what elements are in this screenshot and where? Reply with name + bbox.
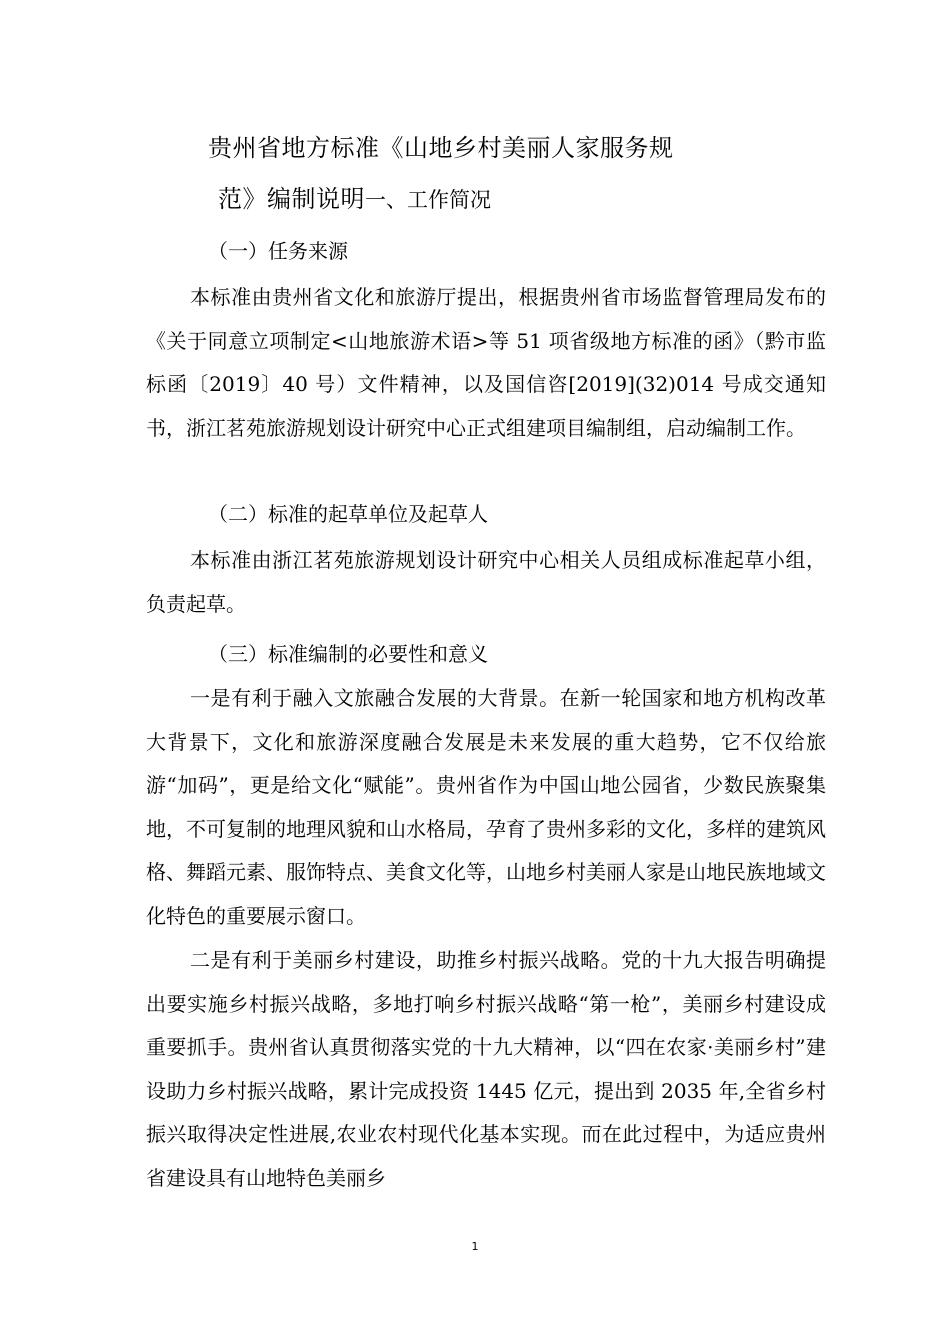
document-title-text-1: 贵州省地方标准《山地乡村美丽人家服务规: [208, 134, 674, 162]
paragraph-drafting-unit: 本标准由浙江茗苑旅游规划设计研究中心相关人员组成标准起草小组，负责起草。: [146, 548, 826, 616]
document-title-line-2: [218, 184, 491, 215]
document-title-line-1: [208, 133, 674, 163]
subsection-heading-2: （二）标准的起草单位及起草人: [208, 502, 488, 526]
paragraph-significance-1: 一是有利于融入文旅融合发展的大背景。在新一轮国家和地方机构改革大背景下，文化和旅游深度融合发展是未来发展的重大趋势，它不仅给旅游“加码”，更是给文化“赋能”。贵州省作为中国山地公园省，少数民族聚集地，不可复制的地理风貌和山水格局，孕育了贵州多彩的文化，多样的建筑风格、舞蹈元素、服饰特点、美食文化等，山地乡村美丽人家是山地民族地域文化特色的重要展示窗口。: [146, 686, 826, 928]
subsection-heading-3: （三）标准编制的必要性和意义: [208, 642, 488, 666]
paragraph-significance-2: 二是有利于美丽乡村建设，助推乡村振兴战略。党的十九大报告明确提出要实施乡村振兴战略，多地打响乡村振兴战略“第一枪”，美丽乡村建设成重要抓手。贵州省认真贯彻落实党的十九大精神，以“四在农家·美丽乡村”建设助力乡村振兴战略，累计完成投资 1445 亿元，提出到 2035 年,全省乡村振兴取得决定性进展,农业农村现代化基本实现。而在此过程中，为适应贵州省建设具有山地特色美丽乡: [146, 948, 826, 1190]
document-title-text-2: 范》编制说明: [218, 185, 365, 213]
subsection-heading-1: （一）任务来源: [208, 239, 348, 263]
page-number: 1: [471, 1240, 479, 1253]
section-heading-1: 一、工作简况: [365, 188, 491, 212]
paragraph-task-source: 本标准由贵州省文化和旅游厅提出，根据贵州省市场监督管理局发布的《关于同意立项制定<山地旅游术语>等 51 项省级地方标准的函》（黔市监标函〔2019〕40 号）文件精神，以及国信咨[2019](32)014 号成交通知书，浙江茗苑旅游规划设计研究中心正式组建项目编制组，启动编制工作。: [146, 285, 826, 440]
